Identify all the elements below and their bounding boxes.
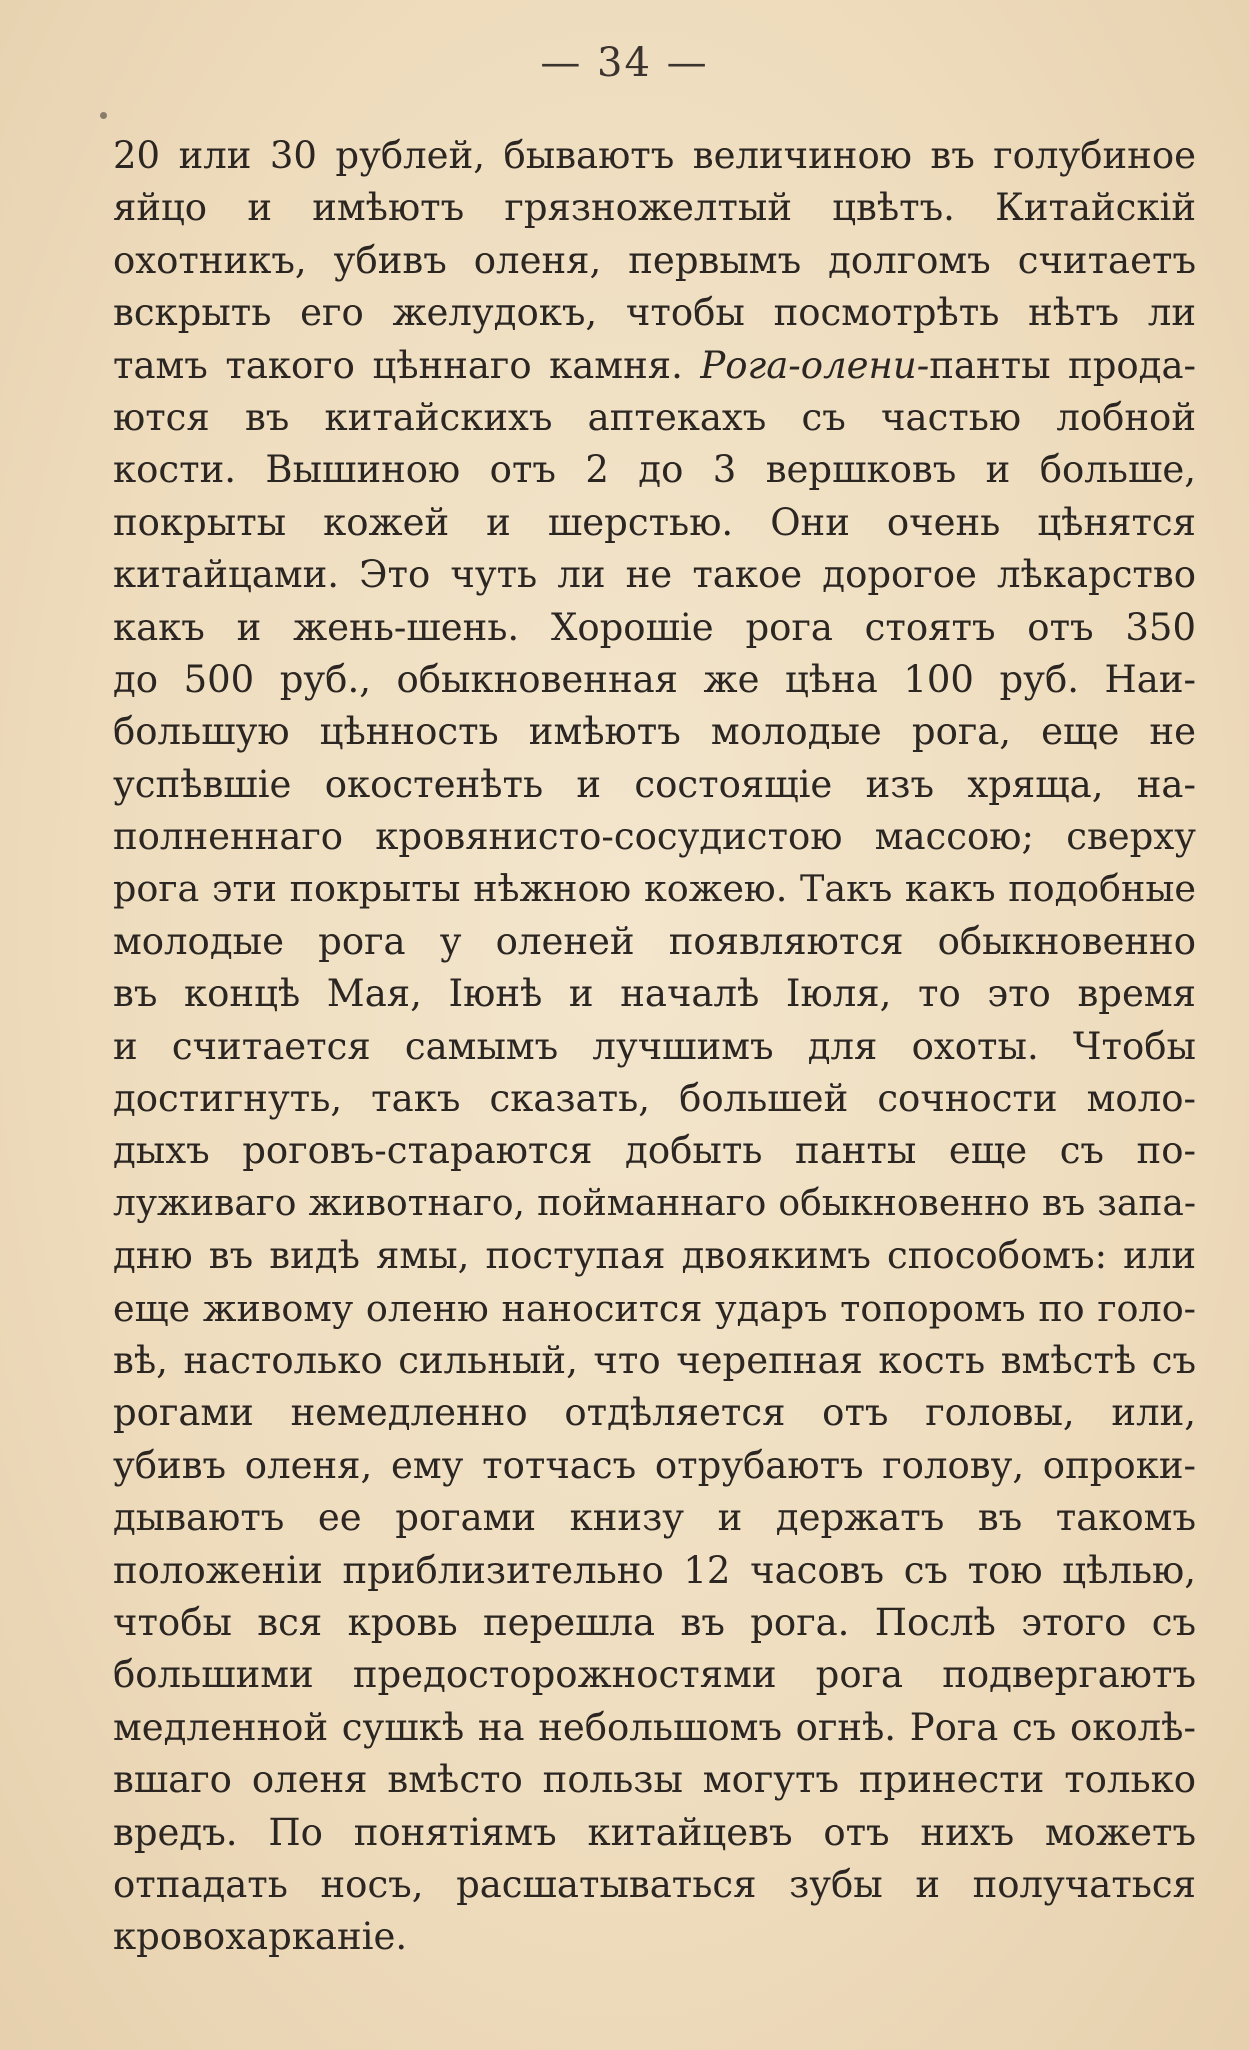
body-text bbox=[113, 130, 1196, 1964]
text-line-32: вшаго оленя вмѣсто пользы могутъ принести только bbox=[113, 1758, 1196, 1802]
text-line-26: убивъ оленя, ему тотчасъ отрубаютъ голову, опроки- bbox=[113, 1443, 1196, 1487]
text-line-5-start: тамъ такого цѣннаго камня. bbox=[113, 343, 683, 387]
text-line-8: покрыты кожей и шерстью. Они очень цѣнятся bbox=[113, 500, 1196, 544]
text-line-15: рога эти покрыты нѣжною кожею. Такъ какъ подобные bbox=[113, 867, 1196, 911]
text-line-10: какъ и жень-шень. Хорошіе рога стоятъ отъ 350 bbox=[113, 605, 1196, 649]
text-line-4: вскрыть его желудокъ, чтобы посмотрѣть нѣтъ ли bbox=[113, 291, 1196, 335]
text-line-30: большими предосторожностями рога подвергаютъ bbox=[113, 1653, 1196, 1697]
text-line-5-end: панты прода- bbox=[929, 343, 1196, 387]
text-line-14: полненнаго кровянисто-сосудистою массою; сверху bbox=[113, 815, 1196, 859]
text-line-25: рогами немедленно отдѣляется отъ головы, или, bbox=[113, 1391, 1196, 1435]
text-line-6: ются въ китайскихъ аптекахъ съ частью лобной bbox=[113, 395, 1196, 439]
text-line-1: 20 или 30 рублей, бываютъ величиною въ голубиное bbox=[113, 134, 1196, 177]
paper-speck bbox=[100, 112, 107, 119]
text-line-31: медленной сушкѣ на небольшомъ огнѣ. Рога съ околѣ- bbox=[113, 1705, 1196, 1749]
text-line-23: еще живому оленю наносится ударъ топоромъ по голо- bbox=[113, 1286, 1196, 1330]
text-line-24: вѣ, настолько сильный, что черепная кость вмѣстѣ съ bbox=[113, 1338, 1196, 1382]
text-line-21: луживаго животнаго, пойманнаго обыкновенно въ запа- bbox=[113, 1182, 1196, 1224]
text-line-12: большую цѣнность имѣютъ молодые рога, еще не bbox=[113, 710, 1196, 754]
text-line-22: дню въ видѣ ямы, поступая двоякимъ способомъ: или bbox=[113, 1234, 1196, 1278]
text-line-33: вредъ. По понятіямъ китайцевъ отъ нихъ можетъ bbox=[113, 1810, 1196, 1854]
text-line-19: достигнуть, такъ сказать, большей сочности моло- bbox=[113, 1077, 1196, 1121]
text-line-11: до 500 руб., обыкновенная же цѣна 100 руб. Наи- bbox=[113, 657, 1196, 701]
page-number: — 34 — bbox=[540, 40, 709, 86]
text-line-3: охотникъ, убивъ оленя, первымъ долгомъ считаетъ bbox=[113, 238, 1196, 282]
text-line-18: и считается самымъ лучшимъ для охоты. Чтобы bbox=[113, 1024, 1196, 1068]
text-line-27: дываютъ ее рогами книзу и держатъ въ такомъ bbox=[113, 1496, 1196, 1540]
text-line-7: кости. Вышиною отъ 2 до 3 вершковъ и больше, bbox=[113, 448, 1196, 492]
text-line-20: дыхъ роговъ-стараются добыть панты еще съ по- bbox=[113, 1129, 1196, 1173]
text-line-13: успѣвшіе окостенѣть и состоящіе изъ хряща, на- bbox=[113, 762, 1196, 806]
text-line-28: положеніи приблизительно 12 часовъ съ тою цѣлью, bbox=[113, 1548, 1196, 1592]
text-line-34: отпадать носъ, расшатываться зубы и получаться bbox=[113, 1862, 1196, 1906]
text-line-2: яйцо и имѣютъ грязножелтый цвѣтъ. Китайскій bbox=[113, 186, 1196, 230]
text-line-29: чтобы вся кровь перешла въ рога. Послѣ этого съ bbox=[113, 1600, 1196, 1644]
text-line-35: кровохарканіе. bbox=[113, 1915, 408, 1959]
text-line-16: молодые рога у оленей появляются обыкновенно bbox=[113, 919, 1196, 963]
text-line-9: китайцами. Это чуть ли не такое дорогое лѣкарство bbox=[113, 553, 1196, 597]
text-line-17: въ концѣ Мая, Іюнѣ и началѣ Іюля, то это время bbox=[113, 972, 1196, 1016]
text-line-5 bbox=[113, 340, 1196, 392]
italic-term: Рога-олени- bbox=[700, 343, 930, 387]
